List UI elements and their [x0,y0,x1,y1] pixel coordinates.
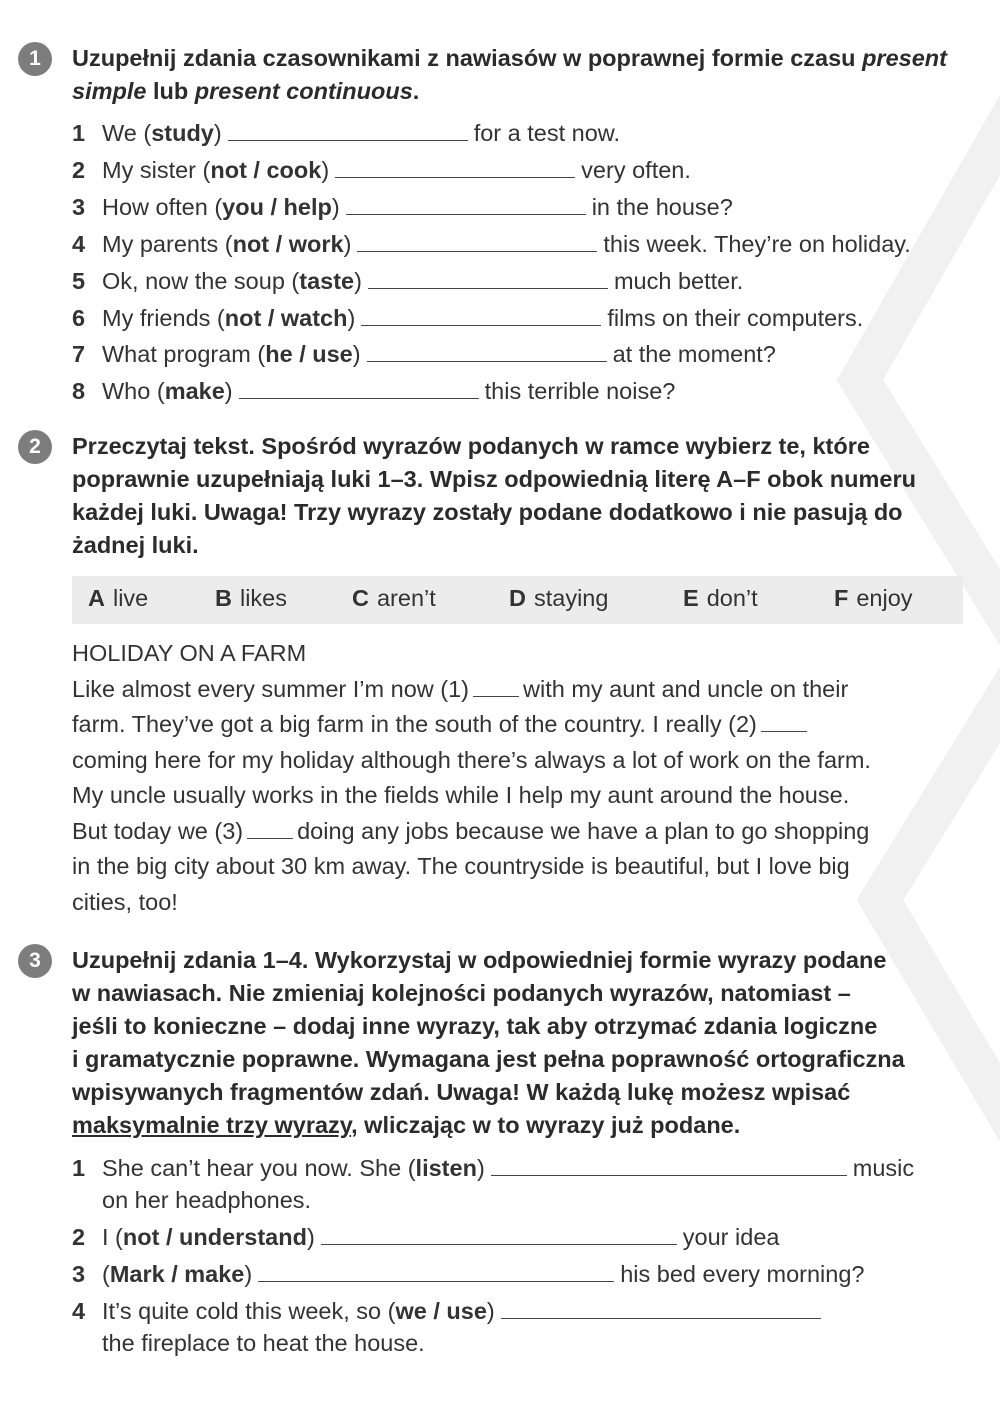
answer-blank[interactable] [357,229,597,252]
gap-2-blank[interactable] [761,711,807,732]
answer-blank[interactable] [501,1296,821,1319]
word-option: E don’t [683,585,758,611]
ex3-item: 3 (Mark / make) his bed every morning? [72,1261,865,1287]
exercise-1-instruction: Uzupełnij zdania czasownikami z nawiasów w poprawnej formie czasu present simple lub present continuous. [72,45,947,104]
ex1-item: 6 My friends (not / watch) films on their computers. [72,305,864,331]
exercise-3-number: 3 [18,944,52,978]
answer-blank[interactable] [367,339,607,362]
answer-blank[interactable] [346,192,586,215]
word-option: D staying [509,585,609,611]
ex1-item: 3 How often (you / help) in the house? [72,194,733,220]
word-option: A live [88,585,149,611]
ex3-item: 2 I (not / understand) your idea [72,1224,780,1250]
ex1-item: 7 What program (he / use) at the moment? [72,341,776,367]
ex1-item: 5 Ok, now the soup (taste) much better. [72,268,744,294]
exercise-3-instruction: Uzupełnij zdania 1–4. Wykorzystaj w odpowiedniej formie wyrazy podane w nawiasach. Nie zmieniaj kolejności podanych wyrazów, natomiast – jeśli to konieczne – dodaj inne wyrazy, tak aby otrzymać zdania logiczne i gramatycznie poprawne. Wymagana jest pełna poprawność ortograficzna wpisywanych fragmentów zdań. Uwaga! W każdą lukę możesz wpisać maksymalnie trzy wyrazy, wliczając w to wyrazy już podane. [72,947,905,1138]
answer-blank[interactable] [258,1259,614,1282]
ex3-item: 4 It’s quite cold this week, so (we / use) [72,1296,827,1326]
answer-blank[interactable] [361,303,601,326]
answer-blank[interactable] [491,1153,847,1176]
answer-blank[interactable] [228,118,468,141]
exercise-1-number: 1 [18,42,52,76]
ex3-item-continuation: on her headphones. [102,1187,312,1213]
exercise-2-number: 2 [18,430,52,464]
answer-blank[interactable] [239,376,479,399]
ex3-item-continuation: the fireplace to heat the house. [102,1330,425,1356]
word-option: C aren’t [352,585,436,611]
answer-blank[interactable] [321,1222,677,1245]
text-title: HOLIDAY ON A FARM [72,640,307,666]
word-option: B likes [215,585,287,611]
ex1-item: 4 My parents (not / work) this week. They’re on holiday. [72,231,911,257]
exercise-2-instruction: Przeczytaj tekst. Spośród wyrazów podanych w ramce wybierz te, które poprawnie uzupełniają luki 1–3. Wpisz odpowiednią literę A–F obok numeru każdej luki. Uwaga! Trzy wyrazy zostały podane dodatkowo i nie pasują do żadnej luki. [72,433,916,558]
ex1-item: 1 We (study) for a test now. [72,120,621,146]
answer-blank[interactable] [335,155,575,178]
answer-blank[interactable] [368,266,608,289]
gap-1-blank[interactable] [473,676,519,697]
reading-text: HOLIDAY ON A FARM Like almost every summer I’m now (1) with my aunt and uncle on their farm. They’ve got a big farm in the south of the country. I really (2) coming here for my holiday although there’s always a lot of work on the farm. My uncle usually works in the fields while I help my aunt around the house. But today we (3) doing any jobs because we have a plan to go shopping in the big city about 30 km away. The countryside is beautiful, but I love big cities, too! [72,636,972,920]
word-option: F enjoy [834,585,913,611]
ex3-item: 1 She can’t hear you now. She (listen) music [72,1155,915,1181]
ex1-item: 8 Who (make) this terrible noise? [72,378,676,404]
gap-3-blank[interactable] [247,818,293,839]
word-box [72,576,963,624]
ex1-item: 2 My sister (not / cook) very often. [72,157,691,183]
